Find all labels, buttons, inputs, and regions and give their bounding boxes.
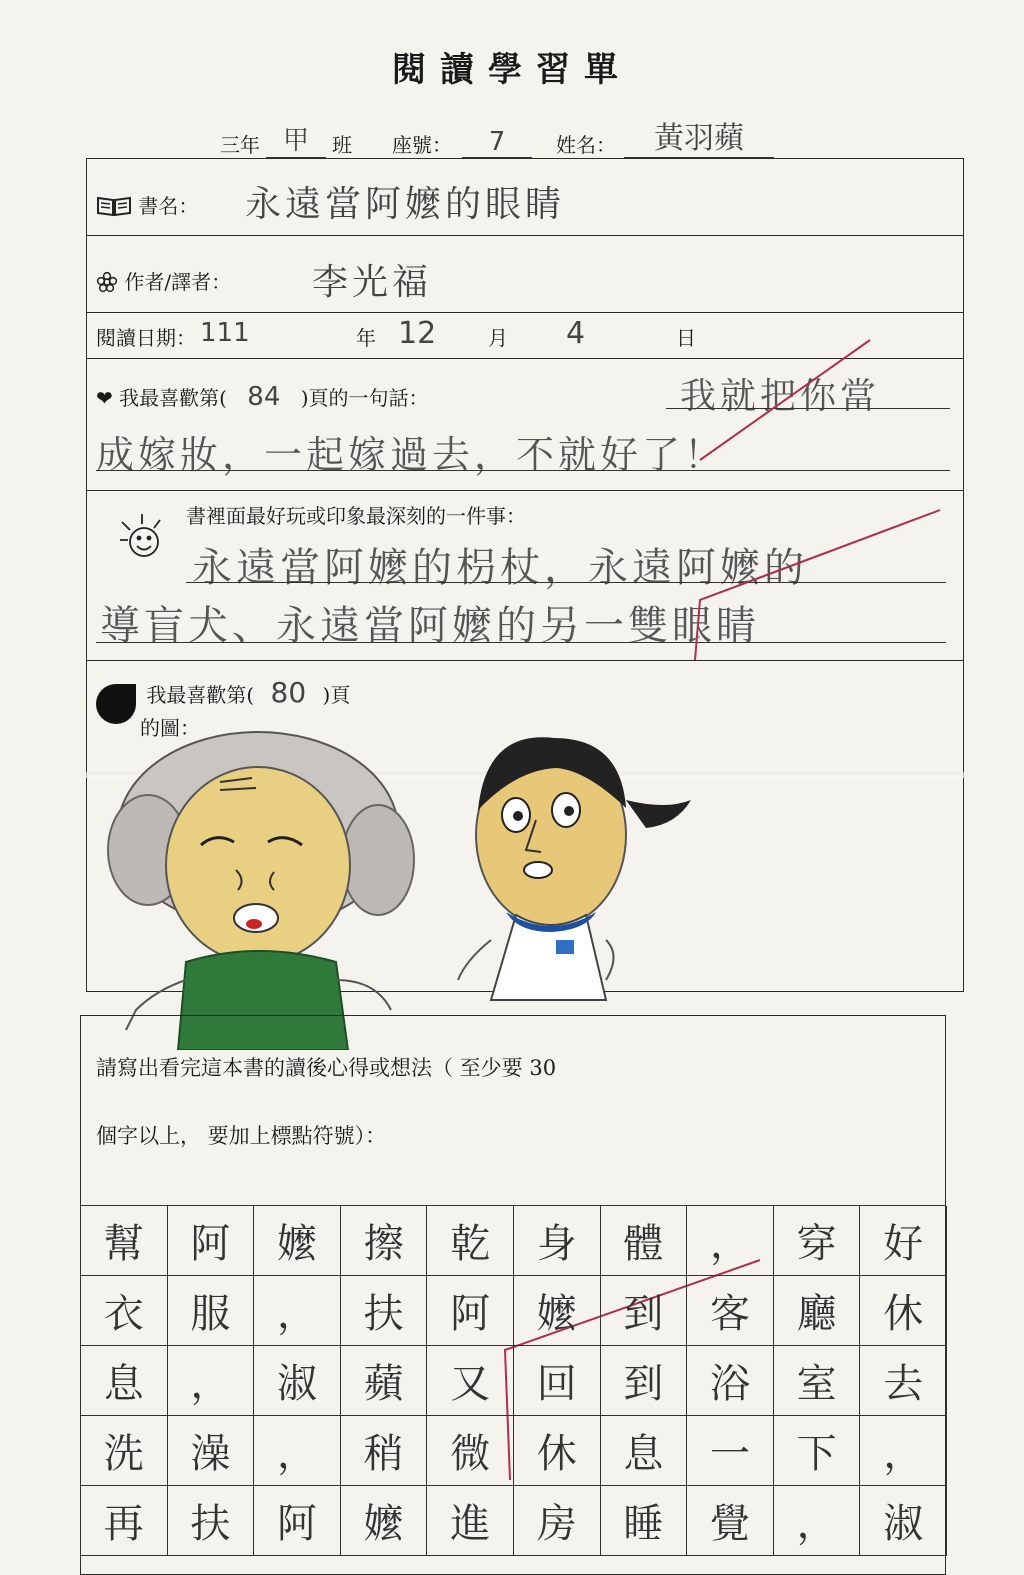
child-drawing	[86, 700, 964, 1050]
class-label: 班	[332, 133, 352, 157]
grid-cell: 乾	[427, 1206, 514, 1276]
grid-cell: 休	[860, 1276, 947, 1346]
month-value: 12	[398, 316, 437, 351]
grid-cell: 到	[601, 1346, 688, 1416]
class-value: 甲	[266, 120, 326, 158]
book-name-label: 書名：	[138, 194, 199, 218]
grid-cell: 室	[774, 1346, 861, 1416]
reflection-prompt-line2: 個字以上， 要加上標點符號）：	[96, 1124, 387, 1148]
grid-cell: 蘋	[341, 1346, 428, 1416]
grid-cell: 一	[687, 1416, 774, 1486]
grid-cell: 微	[427, 1416, 514, 1486]
reflection-writing-grid	[80, 1205, 946, 1565]
grid-cell: ，	[168, 1346, 255, 1416]
seat-value: 7	[462, 127, 532, 158]
grid-cell: 嬤	[514, 1276, 601, 1346]
grid-cell: 淑	[254, 1346, 341, 1416]
grid-cell: 幫	[81, 1206, 168, 1276]
grid-cell: 到	[601, 1276, 688, 1346]
favorite-picture-label-line2: 的圖：	[140, 716, 200, 740]
grandma-figure	[108, 732, 414, 1050]
grid-cell: 休	[514, 1416, 601, 1486]
favorite-sentence-page: 84	[247, 382, 281, 412]
favorite-sentence-label-before: 我最喜歡第(	[119, 386, 227, 410]
grid-cell: 浴	[687, 1346, 774, 1416]
year-label: 年	[356, 326, 376, 350]
day-label: 日	[676, 326, 696, 350]
grid-cell: 又	[427, 1346, 514, 1416]
grid-cell: 好	[860, 1206, 947, 1276]
name-value: 黃羽蘋	[624, 113, 774, 158]
author-value: 李光福	[312, 262, 433, 303]
grid-cell: 阿	[168, 1206, 255, 1276]
grid-cell: 澡	[168, 1416, 255, 1486]
grid-cell: 淑	[860, 1486, 947, 1556]
grid-cell: 息	[601, 1416, 688, 1486]
grid-cell: 客	[687, 1276, 774, 1346]
grid-cell: ，	[254, 1276, 341, 1346]
grid-cell: 扶	[341, 1276, 428, 1346]
year-value: 111	[200, 318, 250, 348]
favorite-event-line2: 導盲犬、永遠當阿嬤的另一雙眼睛	[100, 603, 760, 649]
grid-cell: 穿	[774, 1206, 861, 1276]
grid-cell: ，	[860, 1416, 947, 1486]
grid-cell: ，	[774, 1486, 861, 1556]
grid-cell: 阿	[427, 1276, 514, 1346]
grid-cell: 身	[514, 1206, 601, 1276]
grid-cell: 擦	[341, 1206, 428, 1276]
grid-cell: 進	[427, 1486, 514, 1556]
favorite-picture-label-after: )頁	[322, 683, 351, 707]
grid-cell: 嬤	[341, 1486, 428, 1556]
grade-label: 三年	[220, 133, 260, 157]
grid-cell: 回	[514, 1346, 601, 1416]
date-label: 閱讀日期：	[96, 326, 196, 350]
month-label: 月	[488, 326, 508, 350]
grid-cell: 再	[81, 1486, 168, 1556]
grid-cell: 廳	[774, 1276, 861, 1346]
author-label: 作者/譯者：	[124, 270, 232, 294]
grid-cell: 房	[514, 1486, 601, 1556]
grid-cell: 覺	[687, 1486, 774, 1556]
name-label: 姓名：	[556, 133, 616, 157]
grid-cell: 扶	[168, 1486, 255, 1556]
favorite-sentence-label-after: )頁的一句話：	[300, 386, 429, 410]
heart-icon: ❤	[96, 386, 113, 410]
book-name-value: 永遠當阿嬤的眼睛	[245, 184, 566, 225]
grid-cell: 衣	[81, 1276, 168, 1346]
favorite-event-line1: 永遠當阿嬤的枴杖，永遠阿嬤的	[192, 545, 808, 591]
day-value: 4	[566, 316, 586, 351]
grid-cell: ，	[687, 1206, 774, 1276]
grid-cell: ，	[254, 1416, 341, 1486]
reflection-prompt-line1: 請寫出看完這本書的讀後心得或想法（ 至少要 30	[96, 1056, 557, 1080]
grid-cell: 嬤	[254, 1206, 341, 1276]
grid-cell: 去	[860, 1346, 947, 1416]
grid-cell: 稍	[341, 1416, 428, 1486]
favorite-sentence-line2: 成嫁妝，一起嫁過去，不就好了！	[96, 433, 727, 477]
favorite-event-prompt: 書裡面最好玩或印象最深刻的一件事：	[186, 504, 526, 528]
grid-cell: 下	[774, 1416, 861, 1486]
grid-cell: 息	[81, 1346, 168, 1416]
girl-figure	[458, 737, 691, 1000]
seat-label: 座號：	[392, 133, 452, 157]
grid-cell: 服	[168, 1276, 255, 1346]
grid-cell: 阿	[254, 1486, 341, 1556]
grid-cell: 洗	[81, 1416, 168, 1486]
worksheet-title: 閱讀學習單	[392, 50, 632, 90]
favorite-sentence-line1: 我就把你當	[680, 376, 881, 417]
grid-cell: 睡	[601, 1486, 688, 1556]
favorite-picture-label-before: 我最喜歡第(	[146, 683, 255, 707]
favorite-picture-page: 80	[270, 676, 307, 709]
grid-cell: 體	[601, 1206, 688, 1276]
